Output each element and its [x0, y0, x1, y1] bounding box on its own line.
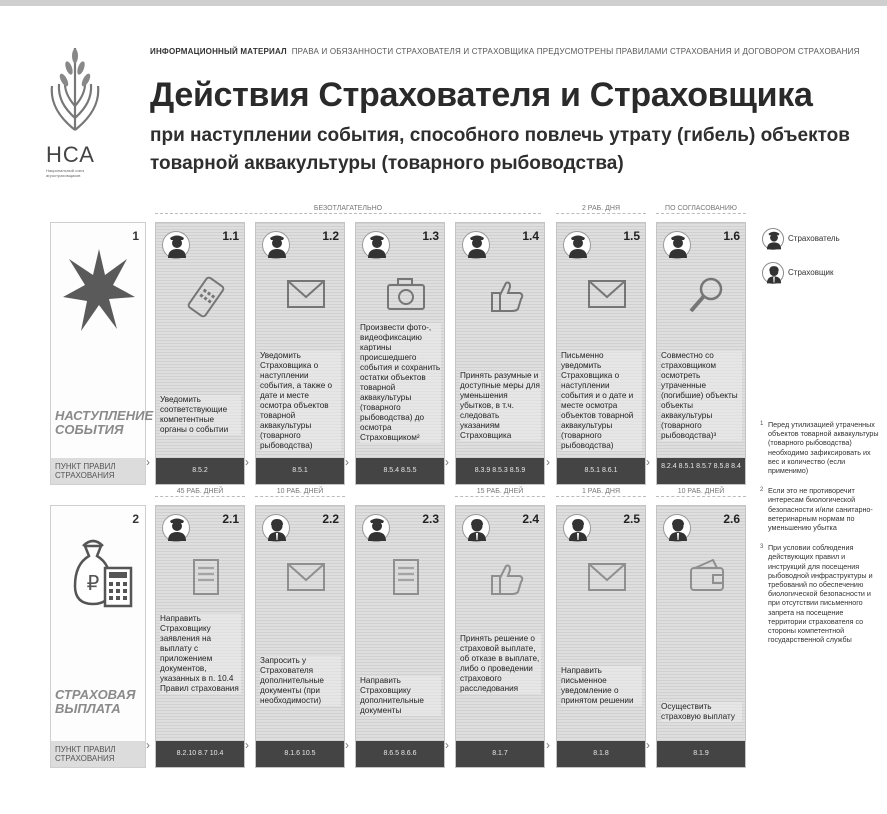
document-icon — [184, 556, 228, 605]
timing-label: БЕЗОТЛАГАТЕЛЬНО — [311, 205, 385, 212]
step-card-1-6 — [656, 222, 746, 485]
step-text: Уведомить Страховщика о наступлении события, а также о дате и месте осмотра объектов товарной аквакультуры (товарного рыбоводства) — [260, 351, 341, 451]
step-card-1-1 — [155, 222, 245, 485]
step-text: Направить Страховщику заявления на выплату с приложением документов, указанных в п. 10.4 Правил страхования — [160, 614, 241, 694]
insured-avatar-icon — [162, 514, 190, 542]
step-card-2-6 — [656, 505, 746, 768]
chevron-right-icon: › — [245, 455, 249, 469]
step-number: 1.3 — [422, 229, 439, 243]
insurer-avatar-icon — [762, 262, 784, 284]
step-codes: 8.1.9 — [657, 741, 745, 767]
step-number: 1.6 — [723, 229, 740, 243]
chevron-right-icon: › — [445, 455, 449, 469]
event-number: 1 — [132, 229, 139, 243]
chevron-right-icon: › — [546, 455, 550, 469]
page-subtitle: при наступлении события, способного повлечь утрату (гибель) объектов товарной аквакультуры (товарного рыбоводства) — [150, 125, 850, 174]
step-number: 1.5 — [623, 229, 640, 243]
thumbsup-icon — [484, 556, 528, 605]
step-codes: 8.5.1 8.6.1 — [557, 458, 645, 484]
insurer-avatar-icon — [663, 514, 691, 542]
timing-label: 10 РАБ. ДНЕЙ — [274, 488, 327, 495]
insured-avatar-icon — [362, 514, 390, 542]
svg-text:₽: ₽ — [86, 571, 100, 595]
step-text: Направить письменное уведомление о принятом решении — [561, 666, 642, 706]
step-codes: 8.3.9 8.5.3 8.5.9 — [456, 458, 544, 484]
insured-avatar-icon — [663, 231, 691, 259]
timing-bar — [656, 205, 746, 219]
chevron-right-icon: › — [146, 738, 150, 752]
footnote — [760, 486, 882, 532]
footnote-text: При условии соблюдения действующих правил и инструкций для посещения рыбоводной инфраструктуры и требований по обеспечению биологической безопасности и при отсутствии письменного запрета на посещение территории страхователя со стороны компетентной государственной службы — [768, 543, 873, 645]
step-card-2-1 — [155, 505, 245, 768]
step-text: Уведомить соответствующие компетентные органы о событии — [160, 395, 241, 435]
legend-insured-label: Страхователь — [788, 234, 840, 243]
timing-label: 15 РАБ. ДНЕЙ — [474, 488, 527, 495]
insured-avatar-icon — [362, 231, 390, 259]
insured-avatar-icon — [563, 231, 591, 259]
step-codes: 8.5.1 — [256, 458, 344, 484]
step-card-1-2 — [255, 222, 345, 485]
chevron-right-icon: › — [445, 738, 449, 752]
logo-subtext: Национальный союз агростраховщиков — [46, 168, 85, 178]
timing-bar — [556, 488, 646, 502]
timing-bar — [556, 205, 646, 219]
step-number: 1.2 — [322, 229, 339, 243]
step-codes: 8.1.7 — [456, 741, 544, 767]
legend-insured — [762, 228, 882, 262]
moneybag-icon — [61, 528, 137, 623]
chevron-right-icon: › — [345, 455, 349, 469]
chevron-right-icon: › — [245, 738, 249, 752]
chevron-right-icon: › — [646, 455, 650, 469]
event-card — [50, 222, 154, 485]
step-codes: 8.1.8 — [557, 741, 645, 767]
timing-bar — [255, 488, 345, 502]
step-card-2-4 — [455, 505, 545, 768]
step-codes: 8.6.5 8.6.6 — [356, 741, 444, 767]
footnote — [760, 420, 882, 475]
insured-avatar-icon — [462, 231, 490, 259]
timing-bar — [155, 488, 245, 502]
envelope-icon — [284, 273, 328, 318]
timing-label: 2 РАБ. ДНЯ — [579, 205, 623, 212]
event-number: 2 — [132, 512, 139, 526]
step-card-2-3 — [355, 505, 445, 768]
footnote-text: Если это не противоречит интересам биологической безопасности и/или санитарно-ветеринарным нормам по уменьшению убытка — [768, 486, 873, 533]
step-number: 2.2 — [322, 512, 339, 526]
insured-avatar-icon — [262, 231, 290, 259]
burst-icon — [61, 245, 137, 340]
step-card-1-5 — [556, 222, 646, 485]
logo-text: НСА — [46, 142, 95, 167]
footnote-text: Перед утилизацией утраченных объектов товарной аквакультуры (товарного рыбоводства) необходимо зафиксировать их вес и количество (если применимо) — [768, 420, 879, 476]
event-footer: ПУНКТ ПРАВИЛ СТРАХОВАНИЯ — [51, 741, 145, 767]
wallet-icon — [685, 556, 729, 601]
timing-label: 1 РАБ. ДНЯ — [579, 488, 623, 495]
step-text: Произвести фото-, видеофиксацию картины происшедшего события и сохранить остатки объектов товарной аквакультуры (товарного рыбоводства) до осмотра Страховщиком² — [360, 323, 441, 442]
insured-avatar-icon — [162, 231, 190, 259]
step-card-2-5 — [556, 505, 646, 768]
event-label: СТРАХОВАЯ ВЫПЛАТА — [55, 687, 136, 716]
step-codes: 8.5.4 8.5.5 — [356, 458, 444, 484]
step-text: Направить Страховщику дополнительные документы — [360, 676, 441, 716]
document-icon — [384, 556, 428, 605]
step-codes: 8.5.2 — [156, 458, 244, 484]
footnote — [760, 543, 882, 644]
step-card-1-4 — [455, 222, 545, 485]
step-text: Запросить у Страхователя дополнительные документы (при необходимости) — [260, 656, 341, 706]
insured-avatar-icon — [762, 228, 784, 250]
step-number: 2.6 — [723, 512, 740, 526]
envelope-icon — [585, 273, 629, 318]
step-text: Принять разумные и доступные меры для уменьшения убытков, в т.ч. следовать указаниям Страховщика — [460, 371, 540, 440]
legend-insurer-label: Страховщик — [788, 268, 834, 277]
footnote-mark: 1 — [760, 421, 764, 427]
phone-icon — [184, 273, 228, 326]
chevron-right-icon: › — [646, 738, 650, 752]
wheat-logo-icon — [40, 38, 110, 138]
info-line — [150, 47, 860, 56]
camera-icon — [384, 273, 428, 318]
timing-bar — [656, 488, 746, 502]
envelope-icon — [585, 556, 629, 601]
event-footer: ПУНКТ ПРАВИЛ СТРАХОВАНИЯ — [51, 458, 145, 484]
top-divider — [0, 0, 887, 6]
nsa-logo — [40, 38, 110, 178]
timing-bar — [155, 205, 541, 219]
chevron-right-icon: › — [345, 738, 349, 752]
chevron-right-icon: › — [146, 455, 150, 469]
timing-label: ПО СОГЛАСОВАНИЮ — [662, 205, 740, 212]
footnote-mark: 3 — [760, 544, 764, 551]
step-card-2-2 — [255, 505, 345, 768]
info-label: ИНФОРМАЦИОННЫЙ МАТЕРИАЛ — [150, 47, 287, 56]
chevron-right-icon: › — [546, 738, 550, 752]
step-number: 2.5 — [623, 512, 640, 526]
footnote-mark: 2 — [760, 487, 764, 494]
step-number: 2.4 — [522, 512, 539, 526]
step-codes: 8.2.4 8.5.1 8.5.7 8.5.8 8.4 — [657, 458, 745, 484]
info-text: ПРАВА И ОБЯЗАННОСТИ СТРАХОВАТЕЛЯ И СТРАХОВЩИКА ПРЕДУСМОТРЕНЫ ПРАВИЛАМИ СТРАХОВАНИЯ И ДОГОВОРОМ СТРАХОВАНИЯ — [291, 47, 860, 56]
timing-label: 45 РАБ. ДНЕЙ — [174, 488, 227, 495]
insurer-avatar-icon — [462, 514, 490, 542]
event-card — [50, 505, 146, 768]
step-text: Письменно уведомить Страховщика о наступлении события и о дате и месте осмотра объектов товарной аквакультуры (товарного рыбоводства) — [561, 351, 642, 451]
event-label: НАСТУПЛЕНИЕ СОБЫТИЯ — [55, 408, 154, 437]
step-text: Осуществить страховую выплату — [661, 702, 742, 722]
footnotes — [760, 420, 882, 655]
step-number: 2.3 — [422, 512, 439, 526]
step-number: 1.1 — [222, 229, 239, 243]
step-card-1-3 — [355, 222, 445, 485]
magnifier-icon — [685, 273, 729, 322]
step-text: Совместно со страховщиком осмотреть утраченные (погибшие) объекты объекты аквакультуры (товарного рыбоводства)³ — [661, 351, 742, 441]
step-number: 2.1 — [222, 512, 239, 526]
thumbsup-icon — [484, 273, 528, 322]
page-title: Действия Страхователя и Страховщика — [150, 76, 813, 114]
legend-insurer — [762, 262, 882, 296]
insurer-avatar-icon — [563, 514, 591, 542]
step-number: 1.4 — [522, 229, 539, 243]
timing-label: 10 РАБ. ДНЕЙ — [675, 488, 728, 495]
step-text: Принять решение о страховой выплате, об отказе в выплате, либо о проведении страхового расследования — [460, 634, 540, 693]
insurer-avatar-icon — [262, 514, 290, 542]
timing-bar — [455, 488, 545, 502]
step-codes: 8.2.10 8.7 10.4 — [156, 741, 244, 767]
step-codes: 8.1.6 10.5 — [256, 741, 344, 767]
envelope-icon — [284, 556, 328, 601]
